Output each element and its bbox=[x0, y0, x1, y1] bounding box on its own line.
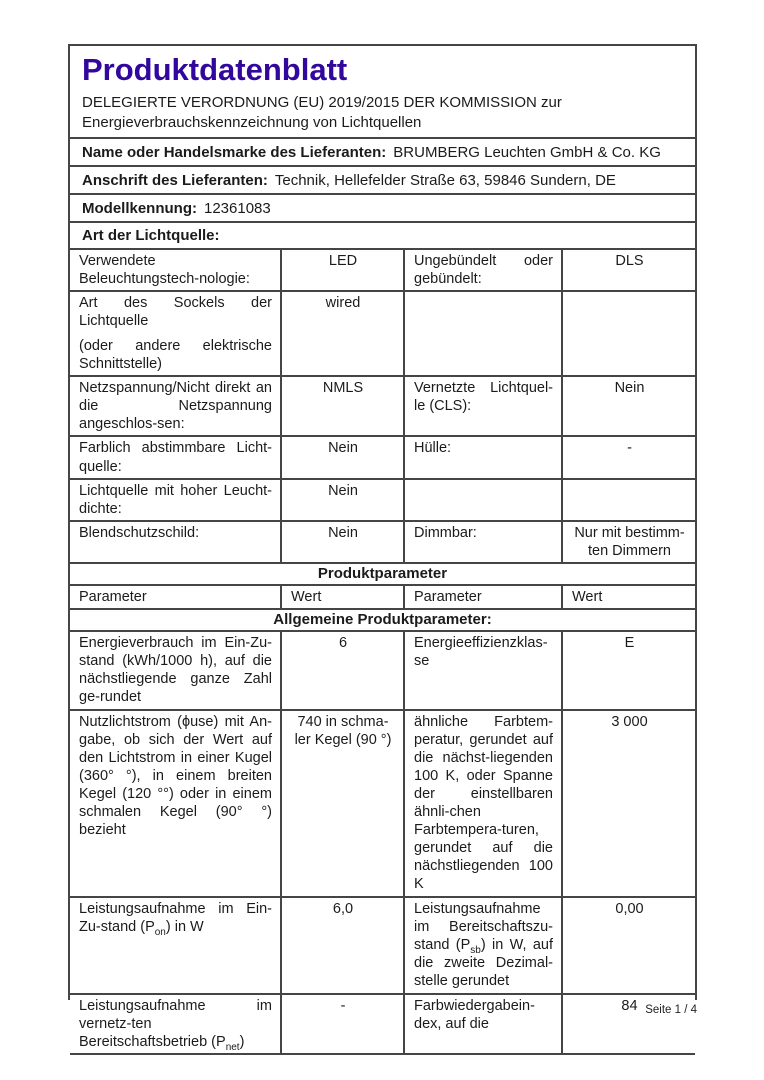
supplier-address-label: Anschrift des Lieferanten: bbox=[82, 171, 268, 189]
value-cell: Nein bbox=[614, 380, 645, 397]
table-row bbox=[70, 898, 695, 995]
table-row bbox=[70, 250, 695, 292]
value-cell: Wert bbox=[282, 586, 405, 608]
value-cell: Nein bbox=[282, 437, 405, 477]
parameter-cell bbox=[405, 292, 563, 375]
value-cell: Nein bbox=[282, 480, 405, 520]
parameter-cell: Verwendete Beleuchtungstech-nologie: bbox=[70, 250, 282, 290]
parameter-cell: Ungebündelt oder gebündelt: bbox=[405, 250, 563, 290]
parameter-cell: Leistungsaufnahme im vernetz-ten Bereitschaftsbetrieb $(P_{net})$ bbox=[70, 995, 282, 1053]
model-id-row bbox=[70, 195, 695, 223]
parameter-cell: Energieeffizienzklas-se bbox=[405, 632, 563, 708]
value-cell: E bbox=[624, 635, 635, 652]
parameter-cell: Parameter bbox=[70, 586, 282, 608]
value-cell: 6,0 bbox=[282, 898, 405, 993]
section-header-row bbox=[70, 610, 695, 632]
parameter-cell: Leistungsaufnahme im Ein-Zu-stand $(P_{on})$ in W bbox=[70, 898, 282, 993]
page-number: Seite 1 / 4 bbox=[645, 1004, 697, 1016]
table-row bbox=[70, 480, 695, 522]
value-cell bbox=[563, 292, 695, 375]
parameter-cell: Lichtquelle mit hoher Leucht-dichte: bbox=[70, 480, 282, 520]
product-parameter-table bbox=[70, 250, 695, 1055]
parameter-cell: Farbwiedergabein-dex, auf die bbox=[405, 995, 563, 1053]
model-id-value: 12361083 bbox=[204, 199, 271, 217]
value-cell: Nein bbox=[282, 522, 405, 562]
page-title: Produktdatenblatt bbox=[82, 52, 348, 87]
title-block bbox=[70, 46, 695, 139]
section-header-row bbox=[70, 564, 695, 586]
value-cell: wired bbox=[282, 292, 405, 375]
parameter-cell: Art des Sockels der Lichtquelle (oder andere elektrische Schnittstelle) bbox=[70, 292, 282, 375]
value-cell: DLS bbox=[615, 252, 644, 269]
light-source-type-row bbox=[70, 223, 695, 250]
parameter-cell: Dimmbar: bbox=[405, 522, 563, 562]
supplier-name-label: Name oder Handelsmarke des Lieferanten: bbox=[82, 143, 387, 161]
supplier-name-value: BRUMBERG Leuchten GmbH & Co. KG bbox=[393, 143, 661, 161]
table-row bbox=[70, 292, 695, 377]
value-cell: NMLS bbox=[282, 377, 405, 435]
parameter-cell: ähnliche Farbtem-peratur, gerundet auf die nächst-liegenden 100 K, oder Spanne der einstellbaren ähnli-chen Farbtempera-turen, gerundet auf die nächstliegenden 100 K bbox=[405, 711, 563, 896]
value-cell: 0,00 bbox=[615, 900, 644, 917]
value-cell: - bbox=[627, 440, 632, 457]
supplier-address-value: Technik, Hellefelder Straße 63, 59846 Sundern, DE bbox=[274, 171, 616, 189]
table-row bbox=[70, 632, 695, 710]
parameter-cell: Netzspannung/Nicht direkt an die Netzspannung angeschlos-sen: bbox=[70, 377, 282, 435]
light-source-type-label: Art der Lichtquelle: bbox=[82, 226, 220, 244]
model-id-label: Modellkennung: bbox=[82, 199, 197, 217]
value-cell bbox=[563, 480, 695, 520]
value-cell: Wert bbox=[572, 589, 603, 606]
parameter-cell: Parameter bbox=[405, 586, 563, 608]
parameter-cell: Energieverbrauch im Ein-Zu-stand (kWh/1000 h), auf die nächstliegende ganze Zahl ge-rundet bbox=[70, 632, 282, 708]
section-title: Produktparameter bbox=[317, 565, 448, 583]
column-header-row bbox=[70, 586, 695, 610]
value-cell: 740 in schma-ler Kegel (90 °) bbox=[282, 711, 405, 896]
supplier-name-row bbox=[70, 139, 695, 167]
value-cell: 6 bbox=[282, 632, 405, 708]
parameter-cell bbox=[405, 480, 563, 520]
parameter-cell: Leistungsaufnahme im Bereitschaftszu-stand $(P_{sb})$ in W, auf die zweite Dezimal-stelle gerundet bbox=[405, 898, 563, 993]
section-title: Allgemeine Produktparameter: bbox=[273, 611, 492, 629]
value-cell: Nur mit bestimm-ten Dimmern bbox=[574, 524, 685, 559]
table-row bbox=[70, 377, 695, 437]
value-cell: - bbox=[282, 995, 405, 1053]
parameter-cell: Vernetzte Lichtquel-le (CLS): bbox=[405, 377, 563, 435]
parameter-cell: Blendschutzschild: bbox=[70, 522, 282, 562]
parameter-cell: Nutzlichtstrom (ϕuse) mit An-gabe, ob sich der Wert auf den Lichtstrom in einer Kugel (360° °), in einem breiten Kegel (120 °°) oder in einem schmalen Kegel (90° °) bezieht bbox=[70, 711, 282, 896]
parameter-cell: Farblich abstimmbare Licht-quelle: bbox=[70, 437, 282, 477]
regulation-subtitle: DELEGIERTE VERORDNUNG (EU) 2019/2015 DER KOMMISSION zur Energieverbrauchskennzeichnung von Lichtquellen bbox=[82, 93, 562, 131]
parameter-cell: Hülle: bbox=[405, 437, 563, 477]
table-row bbox=[70, 522, 695, 564]
table-row bbox=[70, 437, 695, 479]
supplier-address-row bbox=[70, 167, 695, 195]
value-cell: 3 000 bbox=[611, 713, 648, 730]
value-cell: LED bbox=[282, 250, 405, 290]
table-row bbox=[70, 711, 695, 898]
value-cell: 84 bbox=[621, 997, 638, 1014]
